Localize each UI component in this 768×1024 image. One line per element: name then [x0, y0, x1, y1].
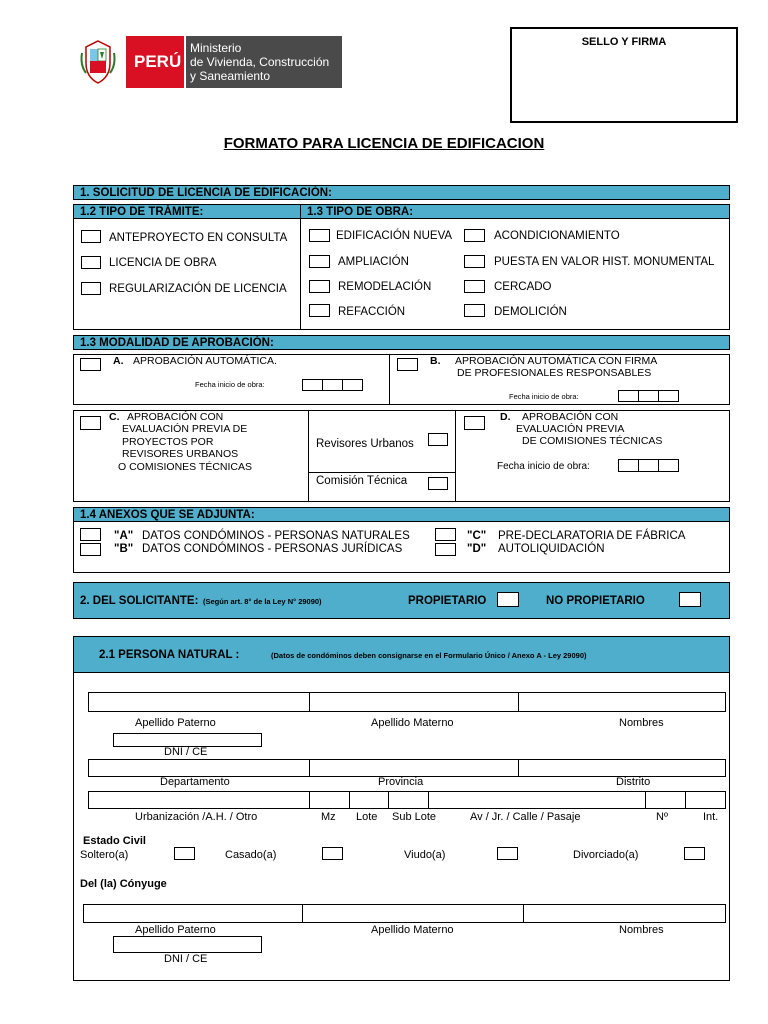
modalidad-b-fecha-year[interactable] — [658, 390, 679, 402]
anexo-b-label: DATOS CONDÓMINOS - PERSONAS JURÍDICAS — [142, 543, 403, 555]
soltero-label: Soltero(a) — [80, 849, 129, 861]
obra-option-puesta-en-valor: PUESTA EN VALOR HIST. MONUMENTAL — [494, 256, 715, 268]
conyuge-nombres-input[interactable] — [523, 904, 726, 923]
ministry-logo — [78, 36, 342, 88]
modalidad-d-letter: D. — [500, 411, 511, 423]
obra-option-edificacion-nueva: EDIFICACIÓN NUEVA — [336, 230, 453, 242]
casado-label: Casado(a) — [225, 849, 277, 861]
obra-option-cercado: CERCADO — [494, 281, 552, 293]
modalidad-a-fecha-month[interactable] — [322, 379, 343, 391]
numero-input[interactable] — [645, 791, 686, 809]
modalidad-d-line2: EVALUACIÓN PREVIA — [516, 423, 625, 435]
modalidad-c-letter: C. — [109, 411, 120, 423]
modalidad-c-line5: O COMISIONES TÉCNICAS — [118, 461, 252, 473]
modalidad-a-fecha-label: Fecha inicio de obra: — [195, 380, 265, 389]
modalidad-d-checkbox[interactable] — [464, 416, 485, 430]
conyuge-dni-input[interactable] — [113, 936, 262, 953]
obra-checkbox-remodelacion[interactable] — [309, 280, 330, 293]
modalidad-a-fecha-day[interactable] — [302, 379, 323, 391]
calle-input[interactable] — [428, 791, 646, 809]
modalidad-d-fecha-label: Fecha inicio de obra: — [497, 461, 590, 472]
interior-label: Int. — [703, 811, 719, 823]
conyuge-apellido-materno-label: Apellido Materno — [371, 924, 454, 936]
modalidad-title: 1.3 MODALIDAD DE APROBACIÓN: — [80, 337, 274, 349]
modalidad-ab-divider — [389, 354, 390, 405]
modalidad-a-text: APROBACIÓN AUTOMÁTICA. — [133, 355, 277, 367]
obra-checkbox-demolicion[interactable] — [464, 304, 485, 317]
urbanizacion-input[interactable] — [88, 791, 310, 809]
conyuge-nombres-label: Nombres — [619, 924, 664, 936]
soltero-checkbox[interactable] — [174, 847, 195, 860]
modalidad-c-line3: PROYECTOS POR — [122, 436, 214, 448]
viudo-checkbox[interactable] — [497, 847, 518, 860]
viudo-label: Viudo(a) — [404, 849, 446, 861]
nombres-label: Nombres — [619, 717, 664, 729]
apellido-paterno-label: Apellido Paterno — [135, 717, 216, 729]
no-propietario-label: NO PROPIETARIO — [546, 595, 645, 607]
anexos-header — [73, 507, 730, 522]
tramite-option-licencia: LICENCIA DE OBRA — [109, 257, 217, 269]
tramite-checkbox-anteproyecto[interactable] — [81, 230, 101, 243]
dni-input[interactable] — [113, 733, 262, 747]
revisores-urbanos-checkbox[interactable] — [428, 433, 448, 446]
modalidad-a-letter: A. — [113, 355, 124, 367]
revisores-urbanos-label: Revisores Urbanos — [316, 438, 414, 450]
solicitante-title: 2. DEL SOLICITANTE: — [80, 595, 199, 607]
comision-tecnica-label: Comisión Técnica — [316, 475, 408, 487]
page-title: FORMATO PARA LICENCIA DE EDIFICACION — [223, 135, 545, 152]
divorciado-label: Divorciado(a) — [573, 849, 639, 861]
distrito-input[interactable] — [518, 759, 726, 777]
obra-checkbox-refaccion[interactable] — [309, 304, 330, 317]
modalidad-c-divider — [308, 410, 309, 502]
obra-option-acondicionamiento: ACONDICIONAMIENTO — [494, 230, 620, 242]
anexo-c-checkbox[interactable] — [435, 528, 456, 541]
anexo-a-code: "A" — [114, 530, 134, 542]
modalidad-b-line2: DE PROFESIONALES RESPONSABLES — [457, 367, 652, 379]
mz-label: Mz — [321, 811, 336, 823]
urbanizacion-label: Urbanización /A.H. / Otro — [135, 811, 258, 823]
modalidad-c-line2: EVALUACIÓN PREVIA DE — [122, 423, 248, 435]
obra-header-label: 1.3 TIPO DE OBRA: — [307, 206, 414, 218]
logo-ministry-line3: y Saneamiento — [190, 69, 271, 83]
modalidad-b-line1: APROBACIÓN AUTOMÁTICA CON FIRMA — [455, 355, 658, 367]
departamento-label: Departamento — [160, 776, 230, 788]
calle-label: Av / Jr. / Calle / Pasaje — [470, 811, 581, 823]
departamento-input[interactable] — [88, 759, 310, 777]
sub-lote-label: Sub Lote — [392, 811, 437, 823]
obra-checkbox-cercado[interactable] — [464, 280, 485, 293]
tramite-option-regularizacion: REGULARIZACIÓN DE LICENCIA — [109, 283, 287, 295]
no-propietario-checkbox[interactable] — [679, 592, 701, 607]
obra-checkbox-edificacion-nueva[interactable] — [309, 229, 330, 242]
provincia-label: Provincia — [378, 776, 424, 788]
modalidad-a-fecha-year[interactable] — [342, 379, 363, 391]
anexo-a-checkbox[interactable] — [80, 528, 101, 541]
modalidad-d-line3: DE COMISIONES TÉCNICAS — [522, 435, 663, 447]
apellido-materno-label: Apellido Materno — [371, 717, 454, 729]
conyuge-apellido-materno-input[interactable] — [302, 904, 524, 923]
propietario-checkbox[interactable] — [497, 592, 519, 607]
tramite-option-anteproyecto: ANTEPROYECTO EN CONSULTA — [109, 232, 288, 244]
modalidad-d-fecha-day[interactable] — [618, 459, 639, 472]
modalidad-c-checkbox[interactable] — [80, 416, 101, 430]
stamp-box-label: SELLO Y FIRMA — [581, 36, 667, 48]
coat-of-arms-icon — [78, 39, 118, 85]
conyuge-apellido-paterno-label: Apellido Paterno — [135, 924, 216, 936]
modalidad-cd-divider — [455, 410, 456, 502]
apellido-materno-input[interactable] — [309, 692, 519, 712]
logo-country: PERÚ — [134, 52, 182, 71]
persona-natural-note: (Datos de condóminos deben consignarse en el Formulario Único / Anexo A - Ley 29090) — [271, 651, 587, 660]
sub-lote-input[interactable] — [388, 791, 429, 809]
modalidad-d-fecha-month[interactable] — [638, 459, 659, 472]
anexo-d-label: AUTOLIQUIDACIÓN — [498, 543, 605, 555]
modalidad-b-fecha-day[interactable] — [618, 390, 639, 402]
tramite-checkbox-regularizacion[interactable] — [81, 282, 101, 295]
obra-checkbox-acondicionamiento[interactable] — [464, 229, 485, 242]
conyuge-dni-label: DNI / CE — [164, 953, 208, 965]
lote-label: Lote — [356, 811, 378, 823]
obra-checkbox-ampliacion[interactable] — [309, 255, 330, 268]
solicitante-note: (Según art. 8° de la Ley N° 29090) — [203, 597, 322, 606]
anexo-b-checkbox[interactable] — [80, 543, 101, 556]
modalidad-c-line4: REVISORES URBANOS — [122, 448, 239, 460]
anexo-b-code: "B" — [114, 543, 134, 555]
section1-header — [73, 185, 730, 200]
obra-option-ampliacion: AMPLIACIÓN — [338, 256, 409, 268]
apellido-paterno-input[interactable] — [88, 692, 310, 712]
tramite-checkbox-licencia[interactable] — [81, 256, 101, 269]
modalidad-a-checkbox[interactable] — [80, 358, 101, 371]
interior-input[interactable] — [685, 791, 726, 809]
modalidad-b-checkbox[interactable] — [397, 358, 418, 371]
modalidad-b-letter: B. — [430, 355, 441, 367]
conyuge-apellido-paterno-input[interactable] — [83, 904, 303, 923]
modalidad-b-fecha-month[interactable] — [638, 390, 659, 402]
casado-checkbox[interactable] — [322, 847, 343, 860]
conyuge-label: Del (la) Cónyuge — [80, 878, 167, 890]
modalidad-d-fecha-year[interactable] — [658, 459, 679, 472]
tramite-header-label: 1.2 TIPO DE TRÁMITE: — [80, 206, 204, 218]
logo-ministry-line2: de Vivienda, Construcción — [190, 55, 330, 69]
obra-header — [300, 204, 730, 219]
dni-label: DNI / CE — [164, 746, 208, 758]
modalidad-c-hdivider — [308, 472, 455, 473]
anexo-c-label: PRE-DECLARATORIA DE FÁBRICA — [498, 530, 686, 542]
anexo-a-label: DATOS CONDÓMINOS - PERSONAS NATURALES — [142, 530, 410, 542]
stamp-signature-box[interactable] — [510, 27, 738, 123]
anexo-d-checkbox[interactable] — [435, 543, 456, 556]
anexos-title: 1.4 ANEXOS QUE SE ADJUNTA: — [80, 509, 255, 521]
nombres-input[interactable] — [518, 692, 726, 712]
persona-natural-title: 2.1 PERSONA NATURAL : — [99, 649, 240, 661]
numero-label: Nº — [656, 811, 668, 823]
tramite-header — [73, 204, 301, 219]
obra-option-refaccion: REFACCIÓN — [338, 306, 406, 318]
section1-title: 1. SOLICITUD DE LICENCIA DE EDIFICACIÓN: — [80, 187, 332, 199]
modalidad-header — [73, 335, 730, 350]
mz-input[interactable] — [309, 791, 350, 809]
modalidad-c-line1: APROBACIÓN CON — [127, 411, 224, 423]
anexo-d-code: "D" — [467, 543, 487, 555]
comision-tecnica-checkbox[interactable] — [428, 477, 448, 490]
modalidad-d-line1: APROBACIÓN CON — [522, 411, 619, 423]
propietario-label: PROPIETARIO — [408, 595, 487, 607]
distrito-label: Distrito — [616, 776, 651, 788]
logo-ministry-line1: Ministerio — [190, 41, 242, 55]
lote-input[interactable] — [349, 791, 389, 809]
divorciado-checkbox[interactable] — [684, 847, 705, 860]
estado-civil-label: Estado Civil — [83, 835, 146, 847]
anexo-c-code: "C" — [467, 530, 487, 542]
provincia-input[interactable] — [309, 759, 519, 777]
modalidad-b-fecha-label: Fecha inicio de obra: — [509, 392, 579, 401]
obra-option-demolicion: DEMOLICIÓN — [494, 306, 567, 318]
obra-checkbox-puesta-en-valor[interactable] — [464, 255, 485, 268]
tramite-obra-divider — [300, 204, 301, 330]
obra-option-remodelacion: REMODELACIÓN — [338, 281, 432, 293]
